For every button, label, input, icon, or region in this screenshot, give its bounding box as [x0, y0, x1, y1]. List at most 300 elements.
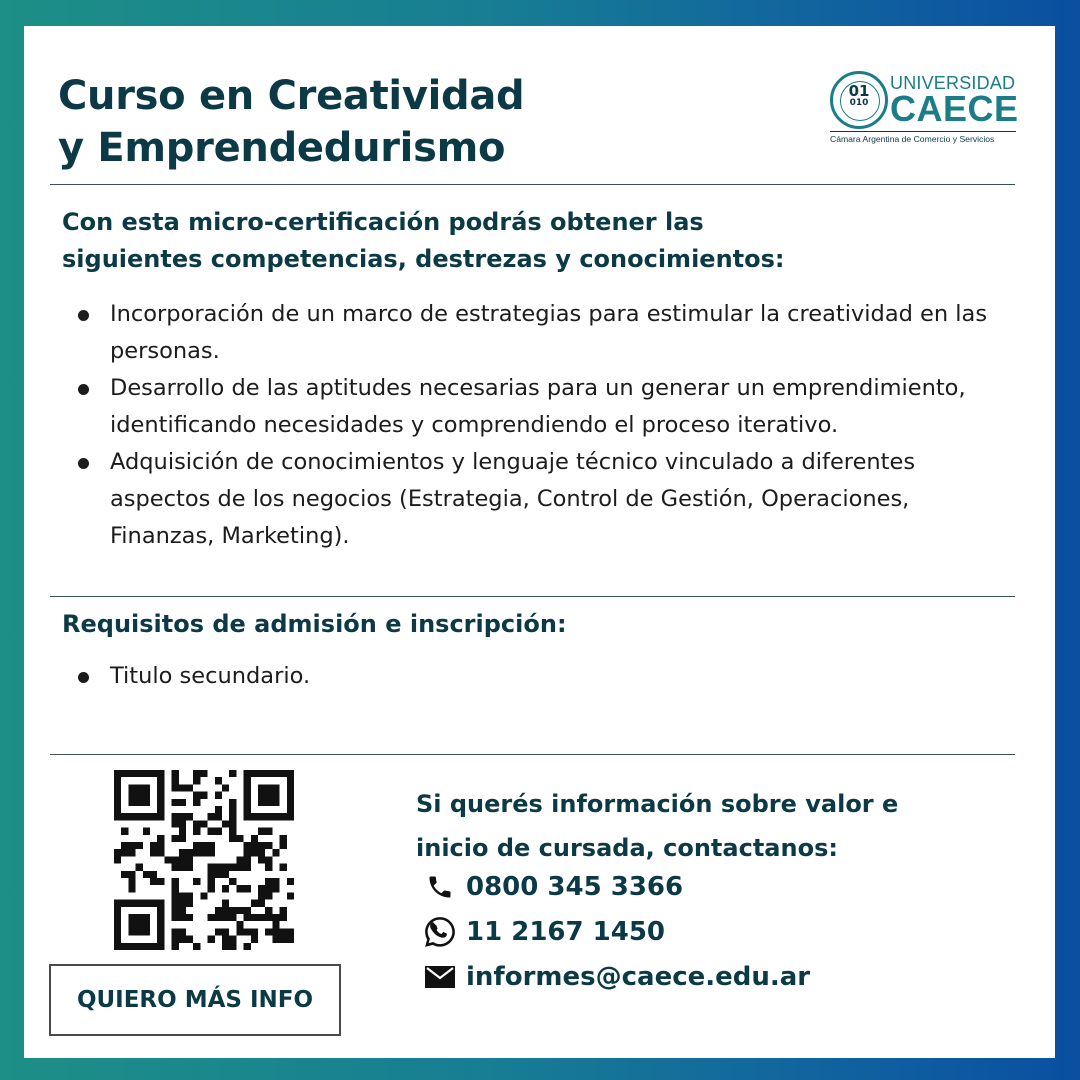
phone-number: 0800 345 3366 [466, 872, 684, 902]
qr-module [143, 914, 150, 921]
qr-module [287, 792, 294, 799]
qr-module [143, 900, 150, 907]
qr-module [200, 792, 207, 799]
qr-module [251, 770, 258, 777]
qr-module [208, 871, 215, 878]
qr-module [114, 799, 121, 806]
qr-module [215, 777, 222, 784]
qr-module [265, 828, 272, 835]
qr-module [215, 813, 222, 820]
qr-module [193, 792, 200, 799]
qr-module [114, 849, 121, 856]
qr-module [136, 928, 143, 935]
qr-module [143, 943, 150, 950]
envelope-icon [422, 959, 458, 995]
qr-module [186, 900, 193, 907]
contact-whatsapp[interactable] [422, 914, 665, 950]
qr-module [244, 813, 251, 820]
qr-module [251, 928, 258, 935]
qr-module [265, 907, 272, 914]
qr-module [236, 921, 243, 928]
qr-module [258, 828, 265, 835]
qr-module [121, 871, 128, 878]
qr-module [222, 914, 229, 921]
qr-module [287, 928, 294, 935]
whatsapp-number: 11 2167 1450 [466, 917, 666, 947]
qr-module [265, 799, 272, 806]
qr-module [208, 864, 215, 871]
qr-module [229, 799, 236, 806]
qr-module [143, 828, 150, 835]
qr-module [193, 777, 200, 784]
qr-module [244, 885, 251, 892]
qr-module [208, 936, 215, 943]
qr-module [215, 806, 222, 813]
qr-module [215, 928, 222, 935]
divider [50, 754, 1015, 755]
content-card [24, 26, 1055, 1058]
qr-module [179, 784, 186, 791]
qr-module [287, 806, 294, 813]
qr-module [128, 842, 135, 849]
qr-module [208, 828, 215, 835]
qr-module [128, 792, 135, 799]
qr-module [236, 856, 243, 863]
competencies-heading [62, 204, 785, 278]
qr-module [258, 892, 265, 899]
course-title-line-1: Curso en Creatividad [58, 73, 525, 119]
qr-module [114, 777, 121, 784]
qr-module [114, 943, 121, 950]
qr-module [193, 770, 200, 777]
qr-module [114, 813, 121, 820]
qr-module [229, 936, 236, 943]
qr-module [179, 936, 186, 943]
qr-module [157, 835, 164, 842]
qr-module [186, 914, 193, 921]
qr-module [172, 777, 179, 784]
qr-module [193, 820, 200, 827]
qr-module [179, 900, 186, 907]
qr-module [179, 907, 186, 914]
qr-module [244, 856, 251, 863]
qr-module [236, 835, 243, 842]
qr-module [280, 864, 287, 871]
qr-module [172, 784, 179, 791]
qr-module [186, 813, 193, 820]
qr-module [251, 842, 258, 849]
qr-module [136, 813, 143, 820]
qr-module [179, 799, 186, 806]
qr-module [128, 928, 135, 935]
qr-module [136, 900, 143, 907]
qr-module [251, 835, 258, 842]
contact-heading [416, 782, 898, 870]
qr-module [136, 792, 143, 799]
qr-module [244, 842, 251, 849]
qr-module [251, 914, 258, 921]
qr-module [143, 784, 150, 791]
qr-module [229, 820, 236, 827]
qr-module [179, 928, 186, 935]
requirements-heading [62, 606, 567, 643]
competencies-heading-line-2: siguientes competencias, destrezas y conocimientos: [62, 245, 785, 273]
qr-module [244, 770, 251, 777]
qr-module [265, 792, 272, 799]
qr-module [179, 856, 186, 863]
qr-module [157, 928, 164, 935]
qr-module [280, 770, 287, 777]
qr-module [265, 928, 272, 935]
qr-module [157, 784, 164, 791]
qr-module [229, 878, 236, 885]
qr-module [143, 928, 150, 935]
qr-module [244, 907, 251, 914]
qr-module [287, 878, 294, 885]
qr-module [128, 921, 135, 928]
qr-module [222, 864, 229, 871]
qr-module [136, 799, 143, 806]
qr-code[interactable] [114, 770, 294, 950]
qr-module [222, 900, 229, 907]
qr-module [265, 914, 272, 921]
qr-module [200, 842, 207, 849]
qr-module [157, 900, 164, 907]
qr-module [121, 849, 128, 856]
qr-module [272, 928, 279, 935]
qr-module [179, 892, 186, 899]
whatsapp-icon [422, 914, 458, 950]
qr-module [215, 864, 222, 871]
qr-module [150, 813, 157, 820]
qr-module [186, 892, 193, 899]
qr-module [128, 914, 135, 921]
qr-module [157, 936, 164, 943]
competencies-list [110, 296, 990, 555]
more-info-button-label: QUIERO MÁS INFO [76, 987, 314, 1013]
qr-module [186, 936, 193, 943]
qr-module [172, 907, 179, 914]
qr-module [222, 885, 229, 892]
qr-module [258, 813, 265, 820]
qr-module [179, 849, 186, 856]
qr-module [143, 770, 150, 777]
qr-module [244, 943, 251, 950]
qr-module [193, 828, 200, 835]
qr-module [114, 806, 121, 813]
qr-module [128, 799, 135, 806]
qr-module [265, 770, 272, 777]
qr-module [157, 914, 164, 921]
qr-module [193, 799, 200, 806]
qr-module [236, 907, 243, 914]
qr-module [136, 943, 143, 950]
qr-module [287, 777, 294, 784]
qr-module [236, 864, 243, 871]
qr-module [121, 900, 128, 907]
qr-module [236, 885, 243, 892]
qr-module [200, 892, 207, 899]
qr-module [244, 792, 251, 799]
qr-module [172, 878, 179, 885]
list-item: Adquisición de conocimientos y lenguaje técnico vinculado a diferentes aspectos de los negocios (Estrategia, Control de Gestión, Operaciones, Finanzas, Marketing). [110, 444, 990, 555]
qr-module [157, 878, 164, 885]
qr-module [200, 770, 207, 777]
logo-subtitle: Cámara Argentina de Comercio y Servicios [830, 131, 1016, 144]
qr-module [193, 842, 200, 849]
qr-module [287, 813, 294, 820]
qr-module [272, 784, 279, 791]
logo-university-word: UNIVERSIDAD [890, 73, 1016, 93]
course-title [58, 70, 524, 174]
qr-module [172, 799, 179, 806]
qr-module [258, 914, 265, 921]
qr-module [172, 936, 179, 943]
qr-module [157, 792, 164, 799]
qr-module [150, 849, 157, 856]
qr-module [128, 871, 135, 878]
qr-module [172, 885, 179, 892]
qr-module [280, 907, 287, 914]
qr-module [150, 878, 157, 885]
qr-module [258, 856, 265, 863]
qr-module [258, 784, 265, 791]
qr-module [128, 900, 135, 907]
qr-module [244, 784, 251, 791]
qr-module [244, 799, 251, 806]
requirements-heading-text: Requisitos de admisión e inscripción: [62, 610, 567, 638]
qr-module [280, 936, 287, 943]
qr-module [114, 907, 121, 914]
qr-module [136, 842, 143, 849]
qr-module [179, 820, 186, 827]
qr-module [157, 806, 164, 813]
qr-module [157, 842, 164, 849]
list-item: Titulo secundario. [110, 658, 990, 695]
logo-name: CAECE [890, 88, 1019, 129]
qr-module [143, 813, 150, 820]
qr-module [280, 842, 287, 849]
qr-module [287, 784, 294, 791]
qr-module [172, 835, 179, 842]
qr-module [251, 813, 258, 820]
qr-module [244, 914, 251, 921]
qr-module [200, 849, 207, 856]
qr-module [258, 792, 265, 799]
phone-icon [422, 869, 458, 905]
qr-module [208, 849, 215, 856]
contact-heading-line-2: inicio de cursada, contactanos: [416, 834, 838, 862]
qr-module [215, 871, 222, 878]
qr-module [128, 849, 135, 856]
qr-module [157, 921, 164, 928]
qr-module [251, 849, 258, 856]
qr-module [172, 770, 179, 777]
course-title-line-2: y Emprendedurismo [58, 125, 506, 171]
qr-module [150, 871, 157, 878]
qr-module [236, 928, 243, 935]
qr-module [280, 928, 287, 935]
qr-module [272, 770, 279, 777]
divider [50, 596, 1015, 597]
qr-module [150, 770, 157, 777]
requirements-list [110, 658, 990, 695]
qr-module [143, 799, 150, 806]
qr-module [114, 784, 121, 791]
qr-module [208, 842, 215, 849]
qr-module [179, 864, 186, 871]
qr-module [258, 770, 265, 777]
qr-module [272, 885, 279, 892]
qr-module [172, 928, 179, 935]
qr-module [265, 878, 272, 885]
qr-module [244, 849, 251, 856]
qr-module [143, 871, 150, 878]
qr-module [157, 849, 164, 856]
qr-module [121, 842, 128, 849]
qr-module [193, 943, 200, 950]
qr-module [128, 770, 135, 777]
qr-module [172, 892, 179, 899]
qr-module [186, 864, 193, 871]
qr-module [229, 828, 236, 835]
qr-module [193, 849, 200, 856]
qr-module [272, 849, 279, 856]
qr-module [157, 770, 164, 777]
qr-module [179, 813, 186, 820]
qr-module [121, 813, 128, 820]
email-address: informes@caece.edu.ar [466, 962, 811, 992]
qr-module [128, 813, 135, 820]
qr-module [222, 784, 229, 791]
qr-module [215, 907, 222, 914]
qr-module [136, 914, 143, 921]
qr-module [128, 784, 135, 791]
qr-module [172, 864, 179, 871]
qr-module [229, 864, 236, 871]
qr-module [114, 792, 121, 799]
qr-module [208, 885, 215, 892]
qr-module [265, 813, 272, 820]
qr-module [215, 914, 222, 921]
qr-module [229, 806, 236, 813]
divider [50, 184, 1015, 185]
qr-module [265, 892, 272, 899]
qr-module [229, 835, 236, 842]
list-item: Incorporación de un marco de estrategias para estimular la creatividad en las personas. [110, 296, 990, 370]
list-item: Desarrollo de las aptitudes necesarias para un generar un emprendimiento, identificando necesidades y comprendiendo el proceso iterativo. [110, 370, 990, 444]
qr-module [287, 936, 294, 943]
qr-module [229, 914, 236, 921]
qr-module [136, 864, 143, 871]
qr-module [121, 770, 128, 777]
qr-module [222, 871, 229, 878]
seal-number-bottom: 010 [849, 98, 869, 108]
qr-module [258, 900, 265, 907]
qr-module [287, 892, 294, 899]
qr-module [229, 770, 236, 777]
qr-module [172, 813, 179, 820]
qr-module [215, 828, 222, 835]
qr-module [186, 784, 193, 791]
qr-module [150, 943, 157, 950]
qr-module [287, 770, 294, 777]
qr-module [208, 914, 215, 921]
qr-module [164, 856, 171, 863]
qr-module [172, 943, 179, 950]
qr-module [114, 928, 121, 935]
qr-module [229, 943, 236, 950]
qr-module [179, 835, 186, 842]
qr-module [157, 777, 164, 784]
qr-module [157, 799, 164, 806]
qr-module [222, 936, 229, 943]
qr-module [222, 820, 229, 827]
qr-module [265, 864, 272, 871]
qr-module [222, 907, 229, 914]
qr-module [121, 828, 128, 835]
qr-module [172, 914, 179, 921]
qr-module [272, 813, 279, 820]
contact-email[interactable] [422, 959, 810, 995]
qr-module [172, 820, 179, 827]
competencies-heading-line-1: Con esta micro-certificación podrás obtener las [62, 208, 704, 236]
qr-module [136, 784, 143, 791]
qr-module [172, 900, 179, 907]
seal-number-top: 01 [848, 82, 870, 100]
qr-module [244, 806, 251, 813]
qr-module [179, 914, 186, 921]
qr-module [157, 813, 164, 820]
qr-module [186, 856, 193, 863]
qr-module [114, 921, 121, 928]
qr-module [280, 813, 287, 820]
qr-module [128, 878, 135, 885]
qr-module [114, 770, 121, 777]
more-info-button[interactable] [49, 964, 341, 1036]
qr-module [114, 936, 121, 943]
qr-module [280, 835, 287, 842]
contact-phone[interactable] [422, 869, 683, 905]
qr-module [265, 885, 272, 892]
qr-module [114, 856, 121, 863]
qr-module [200, 820, 207, 827]
qr-module [258, 849, 265, 856]
qr-module [215, 792, 222, 799]
qr-module [121, 943, 128, 950]
university-logo [830, 71, 1019, 145]
qr-module [251, 936, 258, 943]
qr-module [128, 943, 135, 950]
qr-module [265, 842, 272, 849]
qr-module [258, 842, 265, 849]
qr-module [172, 856, 179, 863]
qr-module [258, 799, 265, 806]
qr-module [265, 784, 272, 791]
qr-module [244, 864, 251, 871]
qr-module [150, 900, 157, 907]
qr-module [272, 921, 279, 928]
qr-module [157, 943, 164, 950]
qr-module [251, 900, 258, 907]
qr-module [272, 792, 279, 799]
qr-module [222, 928, 229, 935]
qr-module [150, 842, 157, 849]
qr-module [280, 914, 287, 921]
qr-module [222, 943, 229, 950]
qr-module [244, 777, 251, 784]
qr-module [136, 921, 143, 928]
